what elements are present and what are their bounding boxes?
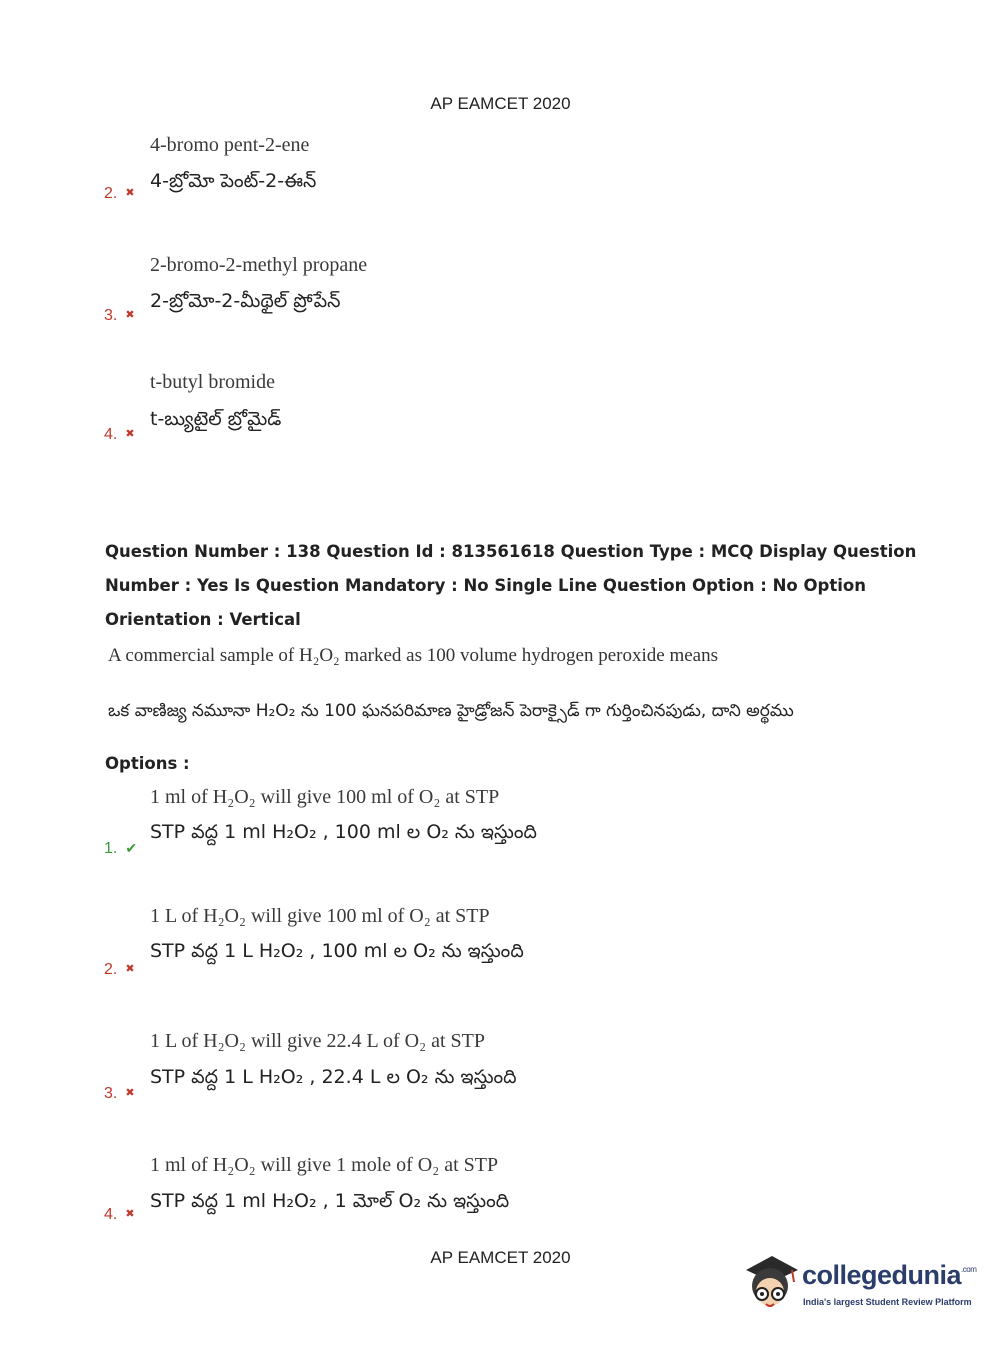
option-1-english: 1 ml of H₂O₂ will give 100 ml of O₂ at STP: [150, 786, 500, 808]
prev-option-4-number: 4. ✖: [104, 426, 135, 443]
question-text-telugu: ఒక వాణిజ్య నమూనా H₂O₂ ను 100 ఘనపరిమాణ హైడ్రోజన్ పెరాక్సైడ్ గా గుర్తించినపుడు, దాని అర్థము: [108, 701, 794, 721]
option-2-english: 1 L of H₂O₂ will give 100 ml of O₂ at STP: [150, 905, 490, 927]
prev-option-2-telugu: 4-బ్రోమో పెంట్-2-ఈన్: [150, 170, 317, 192]
wrong-mark-icon: ✖: [125, 309, 135, 321]
option-3-number: 3. ✖: [104, 1085, 135, 1102]
option-2-number: 2. ✖: [104, 961, 135, 978]
option-4-telugu: STP వద్ద 1 ml H₂O₂ , 1 మోల్ O₂ ను ఇస్తుంది: [150, 1190, 510, 1212]
prev-option-2-number: 2. ✖: [104, 185, 135, 202]
option-1-number: 1. ✔: [104, 840, 138, 857]
page-footer: AP EAMCET 2020: [430, 1248, 571, 1267]
prev-option-3-english: 2-bromo-2-methyl propane: [150, 254, 368, 276]
question-text-english: A commercial sample of H₂O₂ marked as 100 volume hydrogen peroxide means: [108, 645, 718, 666]
prev-option-3-telugu: 2-బ్రోమో-2-మీథైల్ ప్రోపేన్: [150, 290, 341, 312]
wrong-mark-icon: ✖: [125, 1208, 135, 1220]
wrong-mark-icon: ✖: [125, 1087, 135, 1099]
option-2-telugu: STP వద్ద 1 L H₂O₂ , 100 ml ల O₂ ను ఇస్తుంది: [150, 940, 524, 962]
page-header: AP EAMCET 2020: [430, 94, 571, 113]
logo-suffix: .com: [961, 1265, 977, 1274]
logo-tagline: India's largest Student Review Platform: [803, 1297, 972, 1307]
prev-option-2-english: 4-bromo pent-2-ene: [150, 134, 310, 156]
option-4-number: 4. ✖: [104, 1206, 135, 1223]
collegedunia-logo: [740, 1248, 977, 1318]
prev-option-3-number: 3. ✖: [104, 307, 135, 324]
question-meta-line-1: Question Number : 138 Question Id : 813561618 Question Type : MCQ Display Question: [105, 542, 917, 561]
logo-wordmark: collegedunia: [802, 1260, 962, 1290]
options-label: Options :: [105, 754, 190, 773]
option-3-telugu: STP వద్ద 1 L H₂O₂ , 22.4 L ల O₂ ను ఇస్తుంది: [150, 1066, 517, 1088]
option-4-english: 1 ml of H₂O₂ will give 1 mole of O₂ at STP: [150, 1154, 499, 1176]
prev-option-4-telugu: t-బ్యుటైల్ బ్రోమైడ్: [150, 408, 282, 430]
option-1-telugu: STP వద్ద 1 ml H₂O₂ , 100 ml ల O₂ ను ఇస్తుంది: [150, 821, 537, 843]
mascot-icon: [740, 1248, 802, 1318]
prev-option-4-english: t-butyl bromide: [150, 371, 275, 393]
wrong-mark-icon: ✖: [125, 428, 135, 440]
option-3-english: 1 L of H₂O₂ will give 22.4 L of O₂ at STP: [150, 1030, 485, 1052]
question-meta-line-2: Number : Yes Is Question Mandatory : No Single Line Question Option : No Option: [105, 576, 866, 595]
question-meta-line-3: Orientation : Vertical: [105, 610, 301, 629]
wrong-mark-icon: ✖: [125, 187, 135, 199]
check-mark-icon: ✔: [125, 840, 138, 856]
wrong-mark-icon: ✖: [125, 963, 135, 975]
